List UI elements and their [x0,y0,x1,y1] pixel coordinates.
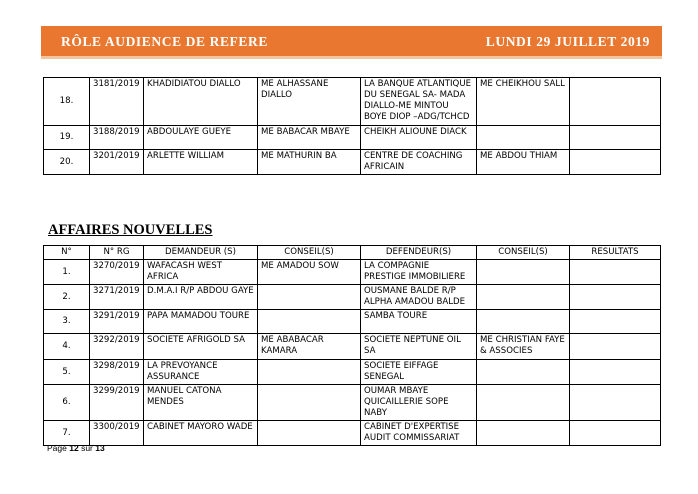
column-header-conseil-demandeur: CONSEIL(S) [258,246,361,260]
cell-rg: 3291/2019 [90,310,144,334]
cell-defendeur: LA COMPAGNIE PRESTIGE IMMOBILIERE [361,260,477,285]
cell-resultats [570,310,661,334]
cell-defendeur: OUMAR MBAYE QUICAILLERIE SOPE NABY [361,385,477,421]
page-number: 12 [69,443,79,453]
new-cases-table [43,245,661,446]
cell-defendeur: SOCIETE NEPTUNE OIL SA [361,334,477,360]
cell-rg: 3298/2019 [90,360,144,385]
cell-number: 7. [44,421,90,446]
cell-resultats [570,126,661,150]
cell-conseil-defendeur [477,285,570,310]
table-header-row [44,246,661,260]
column-header-demandeur: DEMANDEUR (S) [144,246,258,260]
cell-conseil-defendeur: ME ABDOU THIAM [477,150,570,175]
cell-number: 4. [44,334,90,360]
cell-conseil-demandeur: ME AMADOU SOW [258,260,361,285]
new-cases-rows [44,260,661,446]
cell-conseil-demandeur [258,360,361,385]
section-title: AFFAIRES NOUVELLES [48,222,213,238]
column-header-rg: N° RG [90,246,144,260]
cell-number: 3. [44,310,90,334]
cell-number: 1. [44,260,90,285]
column-header-defendeur: DEFENDEUR(S) [361,246,477,260]
cell-conseil-demandeur [258,285,361,310]
table-row [44,78,661,126]
cell-rg: 3300/2019 [90,421,144,446]
header-banner [41,26,662,59]
cell-demandeur: ABDOULAYE GUEYE [144,126,258,150]
cell-conseil-defendeur [477,385,570,421]
cell-number: 6. [44,385,90,421]
cell-defendeur: OUSMANE BALDE R/P ALPHA AMADOU BALDE [361,285,477,310]
cell-resultats [570,150,661,175]
table-row [44,126,661,150]
cell-defendeur: CENTRE DE COACHING AFRICAIN [361,150,477,175]
table-row [44,385,661,421]
cell-rg: 3188/2019 [90,126,144,150]
cell-number: 2. [44,285,90,310]
continued-hearing-rows [44,78,661,175]
cell-rg: 3181/2019 [90,78,144,126]
cell-demandeur: KHADIDIATOU DIALLO [144,78,258,126]
cell-conseil-demandeur [258,385,361,421]
cell-conseil-defendeur [477,421,570,446]
column-header-resultats: RESULTATS [570,246,661,260]
cell-resultats [570,285,661,310]
cell-conseil-defendeur [477,310,570,334]
column-header-conseil-defendeur: CONSEIL(S) [477,246,570,260]
cell-resultats [570,421,661,446]
cell-rg: 3271/2019 [90,285,144,310]
column-header-number: N° [44,246,90,260]
cell-conseil-demandeur: ME BABACAR MBAYE [258,126,361,150]
document-title: RÔLE AUDIENCE DE REFERE [61,34,268,49]
cell-defendeur: LA BANQUE ATLANTIQUE DU SENEGAL SA- MADA DIALLO-ME MINTOU BOYE DIOP –ADG/TCHCD [361,78,477,126]
cell-demandeur: WAFACASH WEST AFRICA [144,260,258,285]
cell-defendeur: CHEIKH ALIOUNE DIACK [361,126,477,150]
cell-resultats [570,260,661,285]
table-row [44,285,661,310]
cell-conseil-defendeur [477,260,570,285]
cell-resultats [570,385,661,421]
cell-demandeur: D.M.A.I R/P ABDOU GAYE [144,285,258,310]
cell-demandeur: CABINET MAYORO WADE [144,421,258,446]
cell-conseil-demandeur [258,310,361,334]
page-label: Page [47,443,67,453]
table-row [44,310,661,334]
table-row [44,334,661,360]
cell-conseil-defendeur [477,360,570,385]
cell-conseil-demandeur [258,421,361,446]
cell-conseil-defendeur: ME CHRISTIAN FAYE & ASSOCIES [477,334,570,360]
cell-number: 20. [44,150,90,175]
cell-demandeur: PAPA MAMADOU TOURE [144,310,258,334]
cell-resultats [570,334,661,360]
cell-resultats [570,360,661,385]
page-total: 13 [95,443,105,453]
cell-conseil-defendeur [477,126,570,150]
cell-defendeur: SOCIETE EIFFAGE SENEGAL [361,360,477,385]
cell-conseil-defendeur: ME CHEIKHOU SALL [477,78,570,126]
cell-demandeur: ARLETTE WILLIAM [144,150,258,175]
cell-rg: 3292/2019 [90,334,144,360]
cell-defendeur: SAMBA TOURE [361,310,477,334]
cell-demandeur: SOCIETE AFRIGOLD SA [144,334,258,360]
cell-number: 19. [44,126,90,150]
hearing-date: LUNDI 29 JUILLET 2019 [485,34,650,49]
cell-defendeur: CABINET D'EXPERTISE AUDIT COMMISSARIAT [361,421,477,446]
cell-resultats [570,78,661,126]
cell-number: 18. [44,78,90,126]
table-row [44,360,661,385]
table-row [44,421,661,446]
cell-number: 5. [44,360,90,385]
cell-demandeur: LA PREVOYANCE ASSURANCE [144,360,258,385]
cell-conseil-demandeur: ME MATHURIN BA [258,150,361,175]
table-row [44,150,661,175]
page-separator: sur [81,443,93,453]
cell-rg: 3201/2019 [90,150,144,175]
page-footer [47,443,105,453]
cell-rg: 3270/2019 [90,260,144,285]
table-row [44,260,661,285]
continued-hearing-table [43,77,661,175]
cell-rg: 3299/2019 [90,385,144,421]
cell-conseil-demandeur: ME ALHASSANE DIALLO [258,78,361,126]
cell-demandeur: MANUEL CATONA MENDES [144,385,258,421]
cell-conseil-demandeur: ME ABABACAR KAMARA [258,334,361,360]
